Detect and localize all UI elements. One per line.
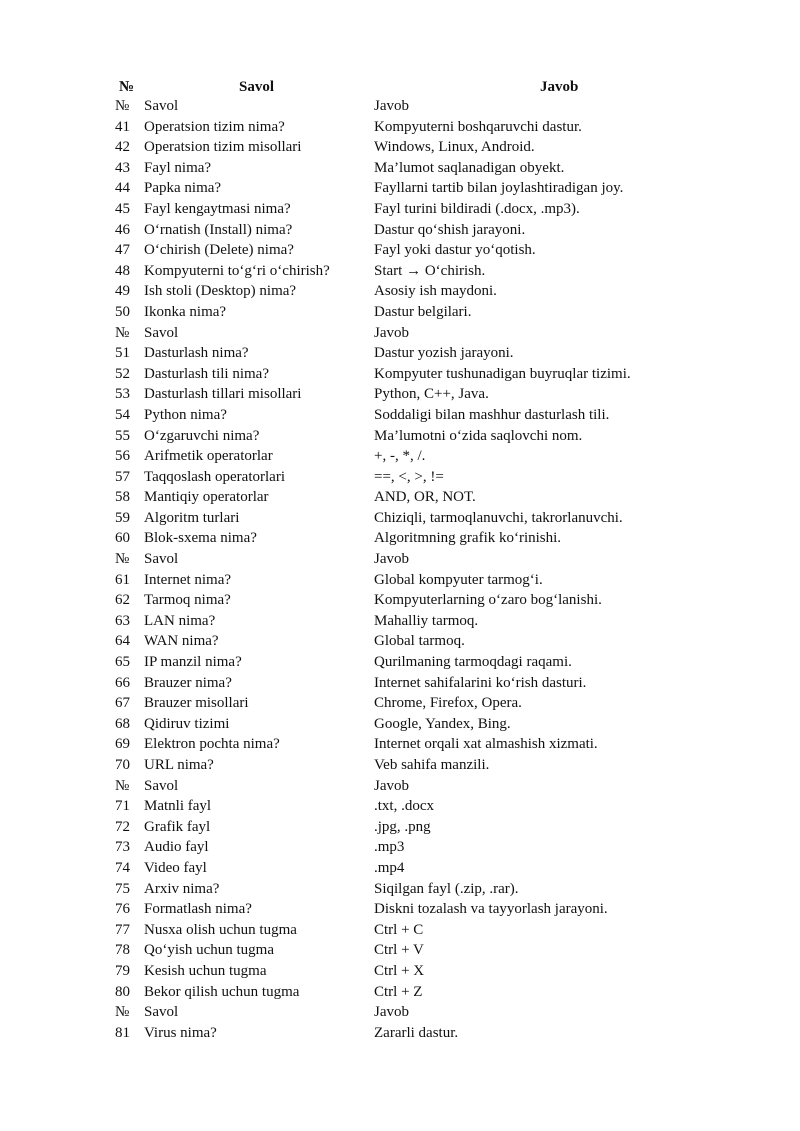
row-number: 52 xyxy=(115,365,130,382)
row-answer: Internet sahifalarini ko‘rish dasturi. xyxy=(374,674,587,691)
row-answer: Global kompyuter tarmog‘i. xyxy=(374,571,543,588)
row-answer: Kompyuterlarning o‘zaro bog‘lanishi. xyxy=(374,592,602,609)
row-question: Savol xyxy=(144,324,179,341)
row-number: 70 xyxy=(115,757,130,773)
row-answer: Veb sahifa manzili. xyxy=(374,757,490,773)
row-number: № xyxy=(115,1004,130,1021)
table-row xyxy=(0,673,800,694)
row-question: Kompyuterni to‘g‘ri o‘chirish? xyxy=(144,262,330,279)
row-question: Papka nima? xyxy=(144,180,222,197)
row-answer: Soddaligi bilan mashhur dasturlash tili. xyxy=(374,406,610,423)
row-question: Dasturlash tili nima? xyxy=(144,365,269,382)
table-row xyxy=(0,487,800,508)
row-answer: +, -, *, /. xyxy=(374,448,426,465)
table-row xyxy=(0,611,800,632)
table-row xyxy=(0,817,800,838)
row-answer: Ma’lumot saqlanadigan obyekt. xyxy=(374,159,565,176)
table-row xyxy=(0,940,800,961)
table-row xyxy=(0,714,800,735)
table-row xyxy=(0,158,800,179)
row-number: 57 xyxy=(115,468,130,485)
row-question: Qidiruv tizimi xyxy=(144,715,230,732)
row-number: 48 xyxy=(115,262,130,279)
table-row xyxy=(0,570,800,591)
table-row xyxy=(0,1002,800,1023)
row-answer: AND, OR, NOT. xyxy=(374,489,476,506)
table-row xyxy=(0,590,800,611)
row-number: 78 xyxy=(115,942,130,959)
row-question: WAN nima? xyxy=(144,633,219,650)
row-answer: .jpg, .png xyxy=(374,818,431,835)
row-question: IP manzil nima? xyxy=(144,654,242,671)
table-row xyxy=(0,837,800,858)
row-answer: Windows, Linux, Android. xyxy=(374,139,535,156)
row-number: 79 xyxy=(115,962,130,979)
row-number: 53 xyxy=(115,386,130,403)
row-number: 54 xyxy=(115,406,130,423)
table-row xyxy=(0,982,800,1003)
row-number: 42 xyxy=(115,139,130,156)
table-row xyxy=(0,117,800,138)
row-question: O‘zgaruvchi nima? xyxy=(144,427,260,444)
row-answer: Javob xyxy=(374,324,409,341)
row-question: Fayl kengaytmasi nima? xyxy=(144,200,291,217)
row-number: 47 xyxy=(115,242,130,259)
header-number: № xyxy=(119,79,135,95)
row-number: 68 xyxy=(115,715,130,732)
table-row xyxy=(0,343,800,364)
row-question: Dasturlash tillari misollari xyxy=(144,386,302,403)
row-number: № xyxy=(115,777,130,794)
row-number: 72 xyxy=(115,818,130,835)
table-row xyxy=(0,652,800,673)
row-number: 64 xyxy=(115,633,130,650)
table-row xyxy=(0,426,800,447)
row-answer: Ctrl + C xyxy=(374,921,424,938)
row-question: Elektron pochta nima? xyxy=(144,736,280,753)
header-answer: Javob xyxy=(540,79,579,95)
row-number: 43 xyxy=(115,159,130,176)
row-answer: Ctrl + V xyxy=(374,942,424,959)
table-row xyxy=(0,879,800,900)
row-question: Savol xyxy=(144,551,179,568)
row-number: 67 xyxy=(115,695,130,712)
row-answer: Javob xyxy=(374,1004,409,1021)
row-number: 65 xyxy=(115,654,130,671)
row-question: Savol xyxy=(144,777,179,794)
row-question: Dasturlash nima? xyxy=(144,345,249,362)
row-number: 69 xyxy=(115,736,130,753)
table-header xyxy=(0,76,800,98)
row-question: Blok-sxema nima? xyxy=(144,530,257,547)
row-question: Audio fayl xyxy=(144,839,209,856)
row-number: 76 xyxy=(115,901,130,918)
row-answer: Javob xyxy=(374,551,409,568)
row-answer: Chrome, Firefox, Opera. xyxy=(374,695,522,712)
table-row xyxy=(0,137,800,158)
row-number: 41 xyxy=(115,118,130,135)
table-row xyxy=(0,405,800,426)
row-answer: Global tarmoq. xyxy=(374,633,465,650)
row-number: № xyxy=(115,98,130,114)
row-question: Operatsion tizim nima? xyxy=(144,118,285,135)
row-question: Arifmetik operatorlar xyxy=(144,448,273,465)
row-number: 66 xyxy=(115,674,130,691)
row-answer: ==, <, >, != xyxy=(374,468,444,485)
row-number: 62 xyxy=(115,592,130,609)
row-number: 73 xyxy=(115,839,130,856)
row-answer: Asosiy ish maydoni. xyxy=(374,283,497,300)
row-answer: Mahalliy tarmoq. xyxy=(374,612,479,629)
table-row xyxy=(0,364,800,385)
row-number: 49 xyxy=(115,283,130,300)
row-question: LAN nima? xyxy=(144,612,216,629)
row-question: Fayl nima? xyxy=(144,159,212,176)
row-answer: Qurilmaning tarmoqdagi raqami. xyxy=(374,654,572,671)
table-row xyxy=(0,734,800,755)
table-row xyxy=(0,281,800,302)
row-answer: Algoritmning grafik ko‘rinishi. xyxy=(374,530,562,547)
table-row xyxy=(0,528,800,549)
row-question: Ikonka nima? xyxy=(144,303,227,320)
row-question: Taqqoslash operatorlari xyxy=(144,468,285,485)
row-question: Qo‘yish uchun tugma xyxy=(144,942,274,959)
row-number: 80 xyxy=(115,983,130,1000)
row-question: Nusxa olish uchun tugma xyxy=(144,921,297,938)
table-row xyxy=(0,384,800,405)
row-answer: Fayl yoki dastur yo‘qotish. xyxy=(374,242,536,259)
table-row xyxy=(0,178,800,199)
row-number: 44 xyxy=(115,180,130,197)
row-answer: .mp4 xyxy=(374,859,405,876)
table-row xyxy=(0,508,800,529)
row-question: Formatlash nima? xyxy=(144,901,252,918)
table-row xyxy=(0,467,800,488)
row-question: Bekor qilish uchun tugma xyxy=(144,983,300,1000)
row-question: O‘rnatish (Install) nima? xyxy=(144,221,293,238)
row-question: Grafik fayl xyxy=(144,818,211,835)
row-question: Ish stoli (Desktop) nima? xyxy=(144,283,297,300)
table-row xyxy=(0,96,800,117)
table-row xyxy=(0,796,800,817)
row-question: Mantiqiy operatorlar xyxy=(144,489,269,506)
row-answer: Siqilgan fayl (.zip, .rar). xyxy=(374,880,519,897)
row-number: 50 xyxy=(115,303,130,320)
row-question: Brauzer nima? xyxy=(144,674,232,691)
row-number: 75 xyxy=(115,880,130,897)
row-number: 61 xyxy=(115,571,130,588)
row-question: Virus nima? xyxy=(144,1024,217,1041)
table-row xyxy=(0,961,800,982)
row-question: Algoritm turlari xyxy=(144,509,240,526)
row-question: URL nima? xyxy=(144,757,214,773)
row-question: Arxiv nima? xyxy=(144,880,220,897)
row-number: 63 xyxy=(115,612,130,629)
row-number: № xyxy=(115,551,130,568)
row-answer: Ctrl + Z xyxy=(374,983,423,1000)
row-answer: Google, Yandex, Bing. xyxy=(374,715,511,732)
row-question: Savol xyxy=(144,1004,179,1021)
table-row xyxy=(0,220,800,241)
row-answer: Dastur belgilari. xyxy=(374,303,472,320)
row-answer: Diskni tozalash va tayyorlash jarayoni. xyxy=(374,901,608,918)
table-row xyxy=(0,549,800,570)
table-row xyxy=(0,776,800,797)
row-question: Operatsion tizim misollari xyxy=(144,139,302,156)
row-answer: Kompyuterni boshqaruvchi dastur. xyxy=(374,118,582,135)
row-number: 51 xyxy=(115,345,130,362)
table-row xyxy=(0,693,800,714)
row-number: № xyxy=(115,324,130,341)
row-answer: Dastur yozish jarayoni. xyxy=(374,345,514,362)
table-row xyxy=(0,199,800,220)
row-answer: Dastur qo‘shish jarayoni. xyxy=(374,221,526,238)
row-question: Video fayl xyxy=(144,859,207,876)
row-number: 45 xyxy=(115,200,130,217)
row-answer: Javob xyxy=(374,98,409,114)
row-number: 59 xyxy=(115,509,130,526)
row-answer: Python, C++, Java. xyxy=(374,386,489,403)
row-question: O‘chirish (Delete) nima? xyxy=(144,242,294,259)
row-answer: Ma’lumotni o‘zida saqlovchi nom. xyxy=(374,427,583,444)
row-question: Matnli fayl xyxy=(144,798,212,815)
row-answer: Javob xyxy=(374,777,409,794)
row-answer: Kompyuter tushunadigan buyruqlar tizimi. xyxy=(374,365,631,382)
row-number: 60 xyxy=(115,530,130,547)
table-row xyxy=(0,631,800,652)
row-question: Internet nima? xyxy=(144,571,232,588)
table-row xyxy=(0,302,800,323)
table-row xyxy=(0,323,800,344)
row-answer: Internet orqali xat almashish xizmati. xyxy=(374,736,598,753)
row-number: 74 xyxy=(115,859,130,876)
table-row xyxy=(0,1023,800,1044)
row-number: 46 xyxy=(115,221,130,238)
row-number: 71 xyxy=(115,798,130,815)
row-question: Brauzer misollari xyxy=(144,695,249,712)
table-row xyxy=(0,446,800,467)
row-answer: .txt, .docx xyxy=(374,798,434,815)
table-row xyxy=(0,920,800,941)
row-answer: Fayl turini bildiradi (.docx, .mp3). xyxy=(374,200,580,217)
table-row xyxy=(0,899,800,920)
row-number: 58 xyxy=(115,489,130,506)
header-question: Savol xyxy=(239,79,275,95)
row-question: Savol xyxy=(144,98,179,114)
table-row xyxy=(0,755,800,776)
row-answer: Ctrl + X xyxy=(374,962,425,979)
row-answer: .mp3 xyxy=(374,839,405,856)
row-number: 55 xyxy=(115,427,130,444)
row-answer: Start → O‘chirish. xyxy=(374,262,486,279)
row-answer: Zararli dastur. xyxy=(374,1024,459,1041)
row-answer: Fayllarni tartib bilan joylashtiradigan joy. xyxy=(374,180,624,197)
qa-table xyxy=(0,96,800,1043)
row-number: 77 xyxy=(115,921,130,938)
table-row xyxy=(0,261,800,282)
row-question: Python nima? xyxy=(144,406,227,423)
table-row xyxy=(0,240,800,261)
table-row xyxy=(0,858,800,879)
row-question: Kesish uchun tugma xyxy=(144,962,267,979)
row-number: 56 xyxy=(115,448,130,465)
row-question: Tarmoq nima? xyxy=(144,592,231,609)
row-number: 81 xyxy=(115,1024,130,1041)
row-answer: Chiziqli, tarmoqlanuvchi, takrorlanuvchi. xyxy=(374,509,623,526)
